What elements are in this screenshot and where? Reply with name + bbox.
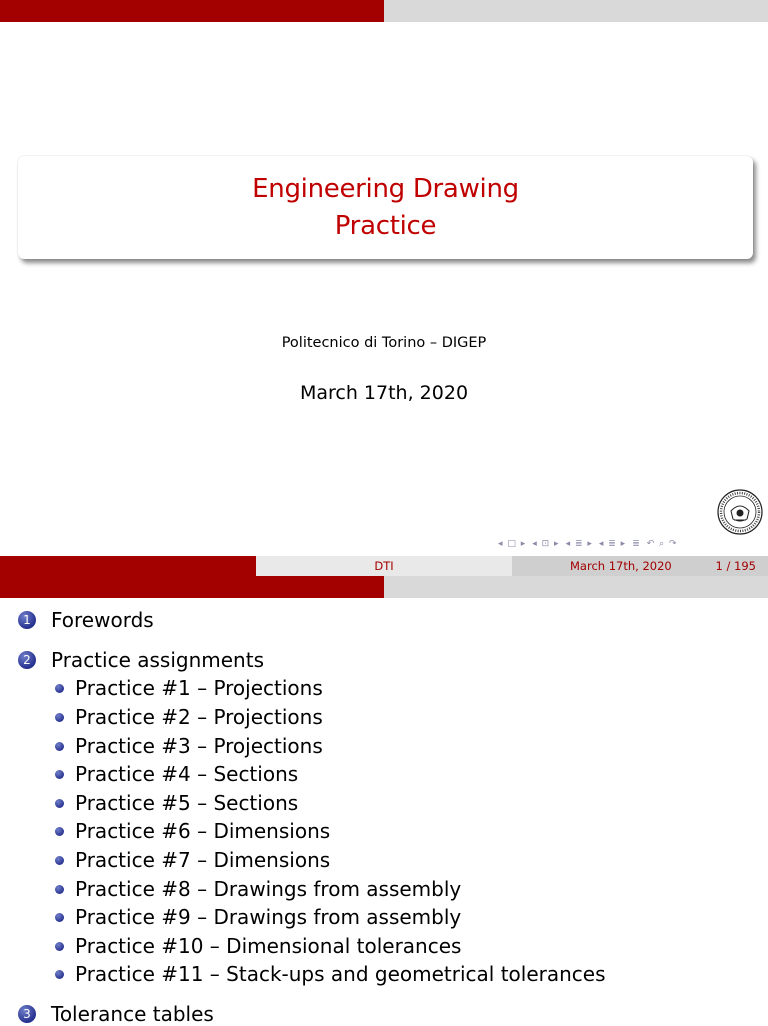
slide-header-bar [0, 576, 768, 598]
bullet-icon [55, 684, 64, 693]
bullet-icon [55, 742, 64, 751]
subsection-label: Practice #6 – Dimensions [75, 819, 331, 843]
presentation-date: March 17th, 2020 [299, 382, 469, 404]
subsection-label: Practice #7 – Dimensions [75, 848, 331, 872]
toc-section-forewords[interactable] [18, 608, 154, 632]
subsection-label: Practice #1 – Projections [75, 676, 323, 700]
section-number-badge: 1 [18, 611, 36, 629]
bullet-icon [55, 713, 64, 722]
nav-section-icon[interactable]: ◂ ≣ ▸ [565, 539, 593, 549]
footer-page-number: 1 / 195 [715, 559, 756, 573]
bullet-icon [55, 913, 64, 922]
slide-header-bar [0, 0, 768, 22]
toc-subsection-item[interactable] [55, 705, 323, 729]
nav-subsection-icon[interactable]: ◂ ⊡ ▸ [532, 539, 560, 549]
toc-subsection-item[interactable] [55, 962, 606, 986]
section-label: Forewords [51, 608, 154, 632]
subsection-label: Practice #10 – Dimensional tolerances [75, 934, 462, 958]
bullet-icon [55, 799, 64, 808]
title-box [18, 156, 753, 259]
toc-subsection-item[interactable] [55, 905, 461, 929]
institute-text: Politecnico di Torino – DIGEP [281, 335, 487, 351]
header-bar-red [0, 576, 384, 598]
subsection-label: Practice #11 – Stack-ups and geometrical tolerances [75, 962, 606, 986]
section-number-badge: 2 [18, 651, 36, 669]
section-number-badge: 3 [18, 1005, 36, 1023]
outline-slide [0, 576, 768, 1024]
nav-document-icon[interactable]: ◂ ≣ ▸ [598, 539, 627, 549]
footer-date: March 17th, 2020 [570, 559, 672, 573]
university-seal-logo [717, 489, 763, 535]
subsection-label: Practice #8 – Drawings from assembly [75, 877, 462, 901]
subsection-label: Practice #5 – Sections [75, 791, 299, 815]
toc-section-practice-assignments[interactable] [18, 648, 264, 672]
header-bar-grey [384, 0, 768, 22]
bullet-icon [55, 970, 64, 979]
header-bar-grey [384, 576, 768, 598]
toc-section-tolerance-tables[interactable] [18, 1002, 214, 1026]
subsection-label: Practice #3 – Projections [75, 734, 323, 758]
toc-subsection-item[interactable] [55, 877, 461, 901]
bullet-icon [55, 885, 64, 894]
toc-subsection-item[interactable] [55, 934, 461, 958]
section-label: Tolerance tables [51, 1002, 214, 1026]
nav-toc-icon[interactable]: ≣ [632, 539, 641, 549]
header-bar-red [0, 0, 384, 22]
bullet-icon [55, 856, 64, 865]
bullet-icon [55, 942, 64, 951]
toc-subsection-item[interactable] [55, 848, 330, 872]
subsection-label: Practice #4 – Sections [75, 762, 299, 786]
footer-right [512, 556, 768, 576]
toc-subsection-item[interactable] [55, 819, 330, 843]
toc-subsection-item[interactable] [55, 676, 323, 700]
nav-frame-icon[interactable]: ◂ □ ▸ [498, 539, 527, 549]
toc-subsection-item[interactable] [55, 762, 298, 786]
subsection-label: Practice #9 – Drawings from assembly [75, 905, 462, 929]
bullet-icon [55, 827, 64, 836]
toc-subsection-item[interactable] [55, 734, 323, 758]
slide-footer [0, 556, 768, 576]
footer-center: DTI [256, 556, 512, 576]
beamer-navigation-symbols[interactable] [495, 539, 681, 551]
section-label: Practice assignments [51, 648, 264, 672]
bullet-icon [55, 770, 64, 779]
subsection-label: Practice #2 – Projections [75, 705, 323, 729]
presentation-title: Engineering Drawing [252, 173, 519, 204]
toc-subsection-item[interactable] [55, 791, 298, 815]
nav-search-icon[interactable]: ↶ ⌕ ↷ [646, 539, 678, 549]
presentation-subtitle: Practice [334, 210, 437, 241]
footer-left [0, 556, 256, 576]
